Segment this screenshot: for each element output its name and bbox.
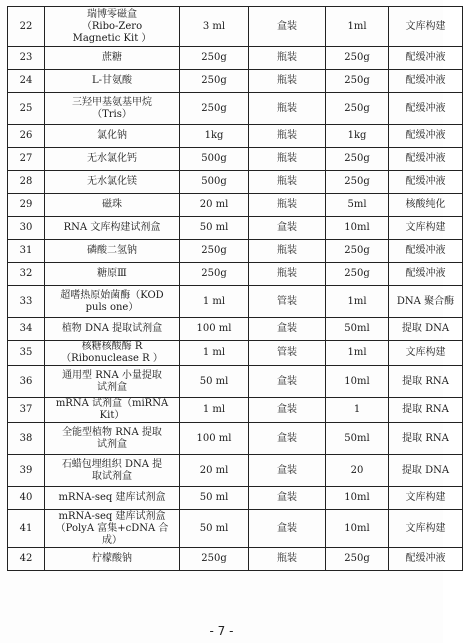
quantity-cell: 250g (326, 171, 389, 194)
quantity-cell: 5ml (326, 194, 389, 217)
specification-cell: 1 ml (180, 341, 249, 366)
table-row (8, 148, 463, 171)
row-number-cell: 30 (8, 217, 45, 240)
purpose-cell: 配缓冲液 (389, 70, 463, 93)
row-number-cell: 25 (8, 93, 45, 125)
table-row (8, 510, 463, 548)
purpose-cell: 文库构建 (389, 217, 463, 240)
reagent-name-cell: 氯化钠 (45, 125, 180, 148)
table-row (8, 171, 463, 194)
specification-cell: 20 ml (180, 194, 249, 217)
specification-cell: 250g (180, 263, 249, 286)
specification-cell: 50 ml (180, 487, 249, 510)
table-row (8, 93, 463, 125)
reagent-name-cell: RNA 文库构建试剂盒 (45, 217, 180, 240)
reagent-name-cell: 磁珠 (45, 194, 180, 217)
quantity-cell: 250g (326, 548, 389, 571)
row-number-cell: 35 (8, 341, 45, 366)
row-number-cell: 37 (8, 398, 45, 423)
row-number-cell: 34 (8, 318, 45, 341)
row-number-cell: 22 (8, 7, 45, 47)
reagent-name-cell: 核糖核酸酶 R （Ribonuclease R ） (45, 341, 180, 366)
purpose-cell: 提取 RNA (389, 398, 463, 423)
packaging-cell: 瓶装 (249, 548, 326, 571)
quantity-cell: 1kg (326, 125, 389, 148)
table-row (8, 487, 463, 510)
quantity-cell: 1 (326, 398, 389, 423)
table-row (8, 240, 463, 263)
reagent-name-cell: 磷酸二氢钠 (45, 240, 180, 263)
row-number-cell: 29 (8, 194, 45, 217)
packaging-cell: 盒装 (249, 7, 326, 47)
reagent-name-cell: 糖原Ⅲ (45, 263, 180, 286)
specification-cell: 50 ml (180, 217, 249, 240)
purpose-cell: 文库构建 (389, 510, 463, 548)
purpose-cell: 文库构建 (389, 7, 463, 47)
purpose-cell: 配缓冲液 (389, 93, 463, 125)
quantity-cell: 250g (326, 70, 389, 93)
specification-cell: 250g (180, 93, 249, 125)
row-number-cell: 23 (8, 47, 45, 70)
purpose-cell: 提取 DNA (389, 455, 463, 487)
specification-cell: 50 ml (180, 366, 249, 398)
specification-cell: 3 ml (180, 7, 249, 47)
quantity-cell: 1ml (326, 7, 389, 47)
purpose-cell: 核酸纯化 (389, 194, 463, 217)
table-row (8, 455, 463, 487)
specification-cell: 20 ml (180, 455, 249, 487)
packaging-cell: 瓶装 (249, 70, 326, 93)
reagent-name-cell: 石蜡包埋组织 DNA 提 取试剂盒 (45, 455, 180, 487)
row-number-cell: 41 (8, 510, 45, 548)
reagent-name-cell: mRNA-seq 建库试剂盒 （PolyA 富集+cDNA 合 成） (45, 510, 180, 548)
packaging-cell: 管装 (249, 341, 326, 366)
packaging-cell: 盒装 (249, 366, 326, 398)
row-number-cell: 27 (8, 148, 45, 171)
purpose-cell: 配缓冲液 (389, 47, 463, 70)
row-number-cell: 24 (8, 70, 45, 93)
purpose-cell: 配缓冲液 (389, 148, 463, 171)
quantity-cell: 1ml (326, 286, 389, 318)
packaging-cell: 管装 (249, 286, 326, 318)
row-number-cell: 40 (8, 487, 45, 510)
packaging-cell: 盒装 (249, 398, 326, 423)
row-number-cell: 28 (8, 171, 45, 194)
packaging-cell: 盒装 (249, 217, 326, 240)
row-number-cell: 42 (8, 548, 45, 571)
packaging-cell: 瓶装 (249, 47, 326, 70)
row-number-cell: 33 (8, 286, 45, 318)
quantity-cell: 10ml (326, 217, 389, 240)
specification-cell: 500g (180, 148, 249, 171)
reagent-name-cell: 超嗜热原始菌酶（KOD puls one） (45, 286, 180, 318)
table-row (8, 286, 463, 318)
packaging-cell: 盒装 (249, 510, 326, 548)
reagent-name-cell: 全能型植物 RNA 提取 试剂盒 (45, 423, 180, 455)
packaging-cell: 盒装 (249, 318, 326, 341)
reagent-name-cell: L-甘氨酸 (45, 70, 180, 93)
purpose-cell: 配缓冲液 (389, 548, 463, 571)
table-row (8, 70, 463, 93)
quantity-cell: 1ml (326, 341, 389, 366)
reagent-name-cell: 瑞博零磁盒 （Ribo-Zero Magnetic Kit ） (45, 7, 180, 47)
packaging-cell: 瓶装 (249, 240, 326, 263)
packaging-cell: 瓶装 (249, 93, 326, 125)
table-row (8, 341, 463, 366)
quantity-cell: 50ml (326, 318, 389, 341)
table-row (8, 366, 463, 398)
purpose-cell: 提取 RNA (389, 366, 463, 398)
purpose-cell: 配缓冲液 (389, 263, 463, 286)
row-number-cell: 36 (8, 366, 45, 398)
quantity-cell: 10ml (326, 510, 389, 548)
packaging-cell: 瓶装 (249, 263, 326, 286)
reagent-table (7, 6, 463, 571)
reagent-name-cell: 三羟甲基氨基甲烷 （Tris） (45, 93, 180, 125)
quantity-cell: 250g (326, 93, 389, 125)
packaging-cell: 瓶装 (249, 148, 326, 171)
quantity-cell: 250g (326, 263, 389, 286)
row-number-cell: 26 (8, 125, 45, 148)
purpose-cell: 文库构建 (389, 341, 463, 366)
table-row (8, 217, 463, 240)
specification-cell: 500g (180, 171, 249, 194)
quantity-cell: 50ml (326, 423, 389, 455)
table-row (8, 548, 463, 571)
packaging-cell: 瓶装 (249, 171, 326, 194)
purpose-cell: 配缓冲液 (389, 171, 463, 194)
quantity-cell: 250g (326, 148, 389, 171)
purpose-cell: 配缓冲液 (389, 240, 463, 263)
reagent-name-cell: 无水氯化钙 (45, 148, 180, 171)
specification-cell: 250g (180, 47, 249, 70)
reagent-name-cell: 柠檬酸钠 (45, 548, 180, 571)
quantity-cell: 10ml (326, 487, 389, 510)
packaging-cell: 盒装 (249, 455, 326, 487)
specification-cell: 50 ml (180, 510, 249, 548)
specification-cell: 250g (180, 240, 249, 263)
packaging-cell: 盒装 (249, 487, 326, 510)
specification-cell: 1 ml (180, 286, 249, 318)
row-number-cell: 39 (8, 455, 45, 487)
table-row (8, 47, 463, 70)
page-number: - 7 - (209, 624, 234, 638)
packaging-cell: 瓶装 (249, 194, 326, 217)
table-row (8, 423, 463, 455)
purpose-cell: 提取 DNA (389, 318, 463, 341)
row-number-cell: 31 (8, 240, 45, 263)
reagent-name-cell: 通用型 RNA 小量提取 试剂盒 (45, 366, 180, 398)
reagent-name-cell: mRNA 试剂盒（miRNA Kit） (45, 398, 180, 423)
packaging-cell: 瓶装 (249, 125, 326, 148)
packaging-cell: 盒装 (249, 423, 326, 455)
purpose-cell: 提取 RNA (389, 423, 463, 455)
quantity-cell: 250g (326, 47, 389, 70)
specification-cell: 250g (180, 70, 249, 93)
table-row (8, 194, 463, 217)
reagent-name-cell: 无水氯化镁 (45, 171, 180, 194)
specification-cell: 250g (180, 548, 249, 571)
table-row (8, 318, 463, 341)
reagent-name-cell: 植物 DNA 提取试剂盒 (45, 318, 180, 341)
quantity-cell: 20 (326, 455, 389, 487)
table-row (8, 7, 463, 47)
row-number-cell: 32 (8, 263, 45, 286)
purpose-cell: 配缓冲液 (389, 125, 463, 148)
row-number-cell: 38 (8, 423, 45, 455)
purpose-cell: 文库构建 (389, 487, 463, 510)
specification-cell: 100 ml (180, 318, 249, 341)
specification-cell: 1kg (180, 125, 249, 148)
specification-cell: 100 ml (180, 423, 249, 455)
quantity-cell: 250g (326, 240, 389, 263)
reagent-table-body (8, 7, 463, 571)
purpose-cell: DNA 聚合酶 (389, 286, 463, 318)
reagent-name-cell: 蔗糖 (45, 47, 180, 70)
specification-cell: 1 ml (180, 398, 249, 423)
reagent-name-cell: mRNA-seq 建库试剂盒 (45, 487, 180, 510)
quantity-cell: 10ml (326, 366, 389, 398)
table-row (8, 398, 463, 423)
table-row (8, 125, 463, 148)
table-row (8, 263, 463, 286)
